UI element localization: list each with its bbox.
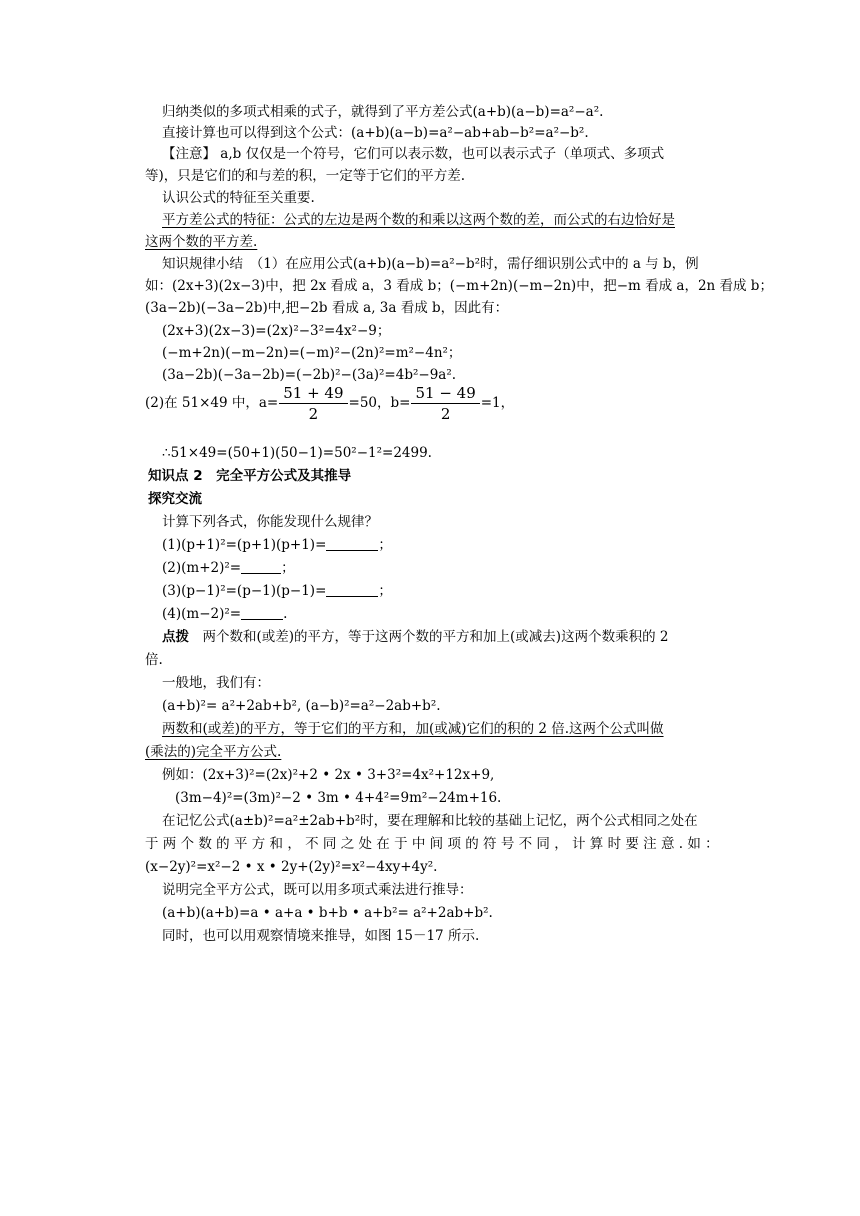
fraction-formula [145,384,514,423]
formula-line: (2x+3)(2x−3)=(2x)²−3²=4x²−9； [162,323,391,339]
text-line: (3a−2b)(−3a−2b)中,把−2b 看成 a, 3a 看成 b，因此有： [145,300,509,316]
note-line: 【注意】 a,b 仅仅是一个符号，它们可以表示数，也可以表示式子（单项式、多项式 [162,146,665,162]
underlined-definition: 两数和(或差)的平方，等于它们的平方和，加(或减)它们的积的 2 倍.这两个公式叫做 [162,721,664,737]
fraction-prefix: (2)在 51×49 中，a= [145,395,279,411]
underlined-definition: (乘法的)完全平方公式. [145,744,282,760]
exercise-3: (3)(p−1)²=(p−1)(p−1)= ； [162,583,392,599]
answer-blank[interactable] [241,605,283,620]
text-line: 认识公式的特征至关重要. [162,190,315,206]
formula-line: (a+b)²= a²+2ab+b², (a−b)²=a²−2ab+b². [162,698,441,714]
answer-blank[interactable] [326,536,378,551]
formula-line: (a+b)(a+b)=a • a+a • b+b • a+b²= a²+2ab+b². [162,905,493,921]
formula-line: 例如：(2x+3)²=(2x)²+2 • 2x • 3+3²=4x²+12x+9, [162,767,495,783]
text-line: 一般地，我们有： [162,675,270,691]
answer-blank[interactable] [326,582,378,597]
fraction-a [279,384,347,423]
tip-label: 点拨 [162,629,189,645]
fraction-a-numerator: 51 + 49 [279,384,347,404]
text-line: 说明完全平方公式，既可以用多项式乘法进行推导： [162,882,473,898]
formula-line: ∴51×49=(50+1)(50−1)=50²−1²=2499. [162,445,432,461]
underlined-definition: 这两个数的平方差. [145,234,258,250]
fraction-b-denominator: 2 [440,405,451,423]
text-line: 于 两 个 数 的 平 方 和 ， 不 同 之 处 在 于 中 间 项 的 符 号 不 同 ， 计 算 时 要 注 意 . 如 ： [145,836,719,852]
tip-line: 点拨 两个数和(或差)的平方，等于这两个数的平方和加上(或减去)这两个数乘积的 2 [162,629,669,645]
formula-line: (3a−2b)(−3a−2b)=(−2b)²−(3a)²=4b²−9a². [162,367,457,383]
formula-line: (x−2y)²=x²−2 • x • 2y+(2y)²=x²−4xy+4y². [145,859,438,875]
answer-blank[interactable] [241,559,281,574]
text-line: 等)，只是它们的和与差的积，一定等于它们的平方差. [145,168,466,184]
fraction-a-denominator: 2 [308,405,319,423]
text-line: 计算下列各式，你能发现什么规律？ [162,514,378,530]
text-line: 直接计算也可以得到这个公式：(a+b)(a−b)=a²−ab+ab−b²=a²−b². [162,125,589,141]
fraction-b-numerator: 51 − 49 [411,384,479,404]
text-line: 在记忆公式(a±b)²=a²±2ab+b²时，要在理解和比较的基础上记忆，两个公式相同之处在 [162,813,698,829]
underlined-definition: 平方差公式的特征：公式的左边是两个数的和乘以这两个数的差，而公式的右边恰好是 [162,212,675,228]
formula-line: (3m−4)²=(3m)²−2 • 3m • 4+4²=9m²−24m+16. [175,790,502,806]
text-line: 同时，也可以用观察情境来推导，如图 15－17 所示. [162,928,480,944]
exercise-2: (2)(m+2)²= ； [162,560,295,576]
fraction-b [411,384,479,423]
fraction-suffix: =1， [480,395,515,411]
exercise-4: (4)(m−2)²= . [162,606,288,622]
text-line: 倍. [145,652,163,668]
text-line: 如：(2x+3)(2x−3)中，把 2x 看成 a，3 看成 b；(−m+2n)(−m−2n)中，把−m 看成 a，2n 看成 b； [145,278,773,294]
fraction-middle: =50，b= [348,395,411,411]
formula-line: (−m+2n)(−m−2n)=(−m)²−(2n)²=m²−4n²； [162,345,462,361]
subsection-heading: 探究交流 [148,491,202,507]
text-line: 知识规律小结 （1）在应用公式(a+b)(a−b)=a²−b²时，需仔细识别公式中的 a 与 b，例 [162,256,699,272]
text-line: 归纳类似的多项式相乘的式子，就得到了平方差公式(a+b)(a−b)=a²−a². [162,104,604,120]
exercise-1: (1)(p+1)²=(p+1)(p+1)= ； [162,537,392,553]
section-heading: 知识点 2 完全平方公式及其推导 [148,468,352,484]
